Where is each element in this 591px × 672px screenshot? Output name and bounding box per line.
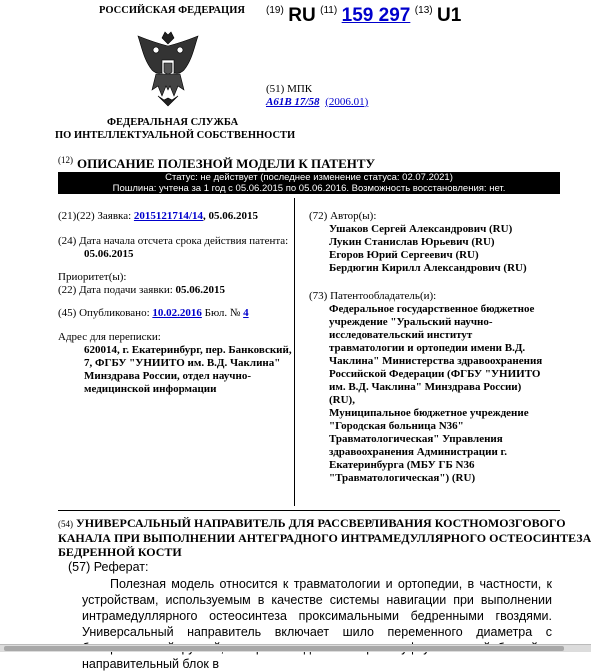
published-label: (45) Опубликовано:: [58, 307, 150, 319]
application-number-link[interactable]: 2015121714/14: [133, 210, 203, 222]
holders-label: (73) Патентообладатель(и):: [309, 290, 437, 302]
section-divider: [58, 510, 560, 511]
address-line: медицинской информации: [84, 383, 217, 395]
priority-label: Приоритет(ы):: [58, 271, 127, 283]
holder-line: им. В.Д. Чаклина" Минздрава России): [329, 381, 522, 393]
author-name: Егоров Юрий Сергеевич (RU): [329, 249, 479, 261]
country-code: RU: [288, 5, 316, 26]
title-text: ОПИСАНИЕ ПОЛЕЗНОЙ МОДЕЛИ К ПАТЕНТУ: [77, 156, 376, 171]
agency-name-line1: ФЕДЕРАЛЬНАЯ СЛУЖБА: [107, 117, 239, 128]
invention-code: (54): [58, 519, 73, 529]
address-line: Минздрава России, отдел научно-: [84, 370, 252, 382]
address-field: [58, 331, 293, 396]
patent-holders-field: [309, 290, 559, 485]
published-field: [58, 307, 249, 320]
document-title: [58, 155, 375, 173]
ipc-label: (51) МПК: [266, 83, 313, 95]
invention-title-line: БЕДРЕННОЙ КОСТИ: [58, 545, 182, 559]
priority-field: [58, 271, 225, 297]
code-11: (11): [320, 5, 338, 16]
term-start-field: [58, 235, 293, 261]
term-start-label: (24) Дата начала отсчета срока действия патента:: [58, 235, 289, 247]
application-field: [58, 210, 258, 223]
author-name: Лукин Станислав Юрьевич (RU): [329, 236, 495, 248]
ipc-version-link[interactable]: (2006.01): [325, 96, 369, 108]
abstract-label: (57) Реферат:: [68, 560, 149, 574]
bulletin-label: Бюл. №: [204, 307, 241, 319]
code-19: (19): [266, 5, 284, 16]
ipc-classification: [266, 96, 368, 108]
holder-line: (RU),: [329, 394, 355, 406]
application-label: (21)(22) Заявка:: [58, 210, 132, 222]
fee-line: Пошлина: учтена за 1 год с 05.06.2015 по 05.06.2016. Возможность восстановления: нет.: [112, 183, 506, 194]
holder-line: исследовательский институт: [329, 329, 473, 341]
code-13: (13): [414, 5, 433, 16]
title-code: (12): [58, 155, 73, 165]
filing-date-row: [58, 284, 225, 297]
holder-line: травматологии и ортопедии имени В.Д.: [329, 342, 526, 354]
abstract-paragraph: Полезная модель относится к травматологии и ортопедии, в частности, к устройствам, используемым в качестве системы навигации при выполнении интрамедуллярного остеосинтеза проксимальными бедренными гвоздями. Универсальный направитель включает шило переменного диаметра с направительный блок в: [82, 577, 552, 671]
scrollbar-thumb[interactable]: [4, 646, 564, 651]
holder-line: Екатеринбурга (МБУ ГБ N36: [329, 459, 475, 471]
holder-line: "Городская больница N36": [329, 420, 464, 432]
bulletin-number-link[interactable]: 4: [243, 307, 249, 319]
address-label: Адрес для переписки:: [58, 331, 161, 343]
author-name: Бердюгин Кирилл Александрович (RU): [329, 262, 527, 274]
published-date-link[interactable]: 10.02.2016: [152, 307, 202, 319]
ipc-code-link[interactable]: A61B 17/58: [266, 96, 320, 108]
filing-date: 05.06.2015: [175, 284, 226, 296]
kind-code: U1: [437, 5, 462, 26]
holder-line: Федеральное государственное бюджетное: [329, 303, 535, 315]
holder-line: Чаклина" Министерства здравоохранения: [329, 355, 543, 367]
invention-title-text: УНИВЕРСАЛЬНЫЙ НАПРАВИТЕЛЬ ДЛЯ РАССВЕРЛИВАНИЯ КОСТНОМОЗГОВОГО: [76, 516, 566, 530]
holder-line: Российской Федерации (ФГБУ "УНИИТО: [329, 368, 541, 380]
address-line: 7, ФГБУ "УНИИТО им. В.Д. Чаклина": [84, 357, 281, 369]
agency-name-line2: ПО ИНТЕЛЛЕКТУАЛЬНОЙ СОБСТВЕННОСТИ: [55, 130, 296, 141]
holder-line: Травматологическая" Управления: [329, 433, 503, 445]
author-name: Ушаков Сергей Александрович (RU): [329, 223, 513, 235]
address-line: 620014, г. Екатеринбург, пер. Банковский,: [84, 344, 292, 356]
invention-title-line: КАНАЛА ПРИ ВЫПОЛНЕНИИ АНТЕГРАДНОГО ИНТРАМЕДУЛЛЯРНОГО ОСТЕОСИНТЕЗА: [58, 531, 591, 545]
invention-title-line: [58, 516, 568, 531]
status-bar: [58, 172, 560, 194]
filing-label: (22) Дата подачи заявки:: [58, 284, 173, 296]
holder-line: учреждение "Уральский научно-: [329, 316, 493, 328]
publication-number: [266, 5, 461, 27]
holder-line: Муниципальное бюджетное учреждение: [329, 407, 529, 419]
application-date: , 05.06.2015: [202, 210, 258, 222]
status-line: Статус: не действует (последнее изменение статуса: 02.07.2021): [165, 172, 453, 183]
invention-title: [58, 516, 591, 559]
term-start-date: 05.06.2015: [84, 248, 134, 260]
holder-line: "Травматологическая") (RU): [329, 472, 476, 484]
abstract-text: [82, 576, 552, 672]
country-name: РОССИЙСКАЯ ФЕДЕРАЦИЯ: [99, 5, 245, 16]
coat-of-arms-emblem: [132, 30, 204, 108]
patent-number-link[interactable]: 159 297: [341, 5, 411, 26]
authors-label: (72) Автор(ы):: [309, 210, 377, 222]
authors-field: [309, 210, 559, 275]
holder-line: здравоохранения Администрации г.: [329, 446, 508, 458]
column-divider: [294, 198, 295, 506]
